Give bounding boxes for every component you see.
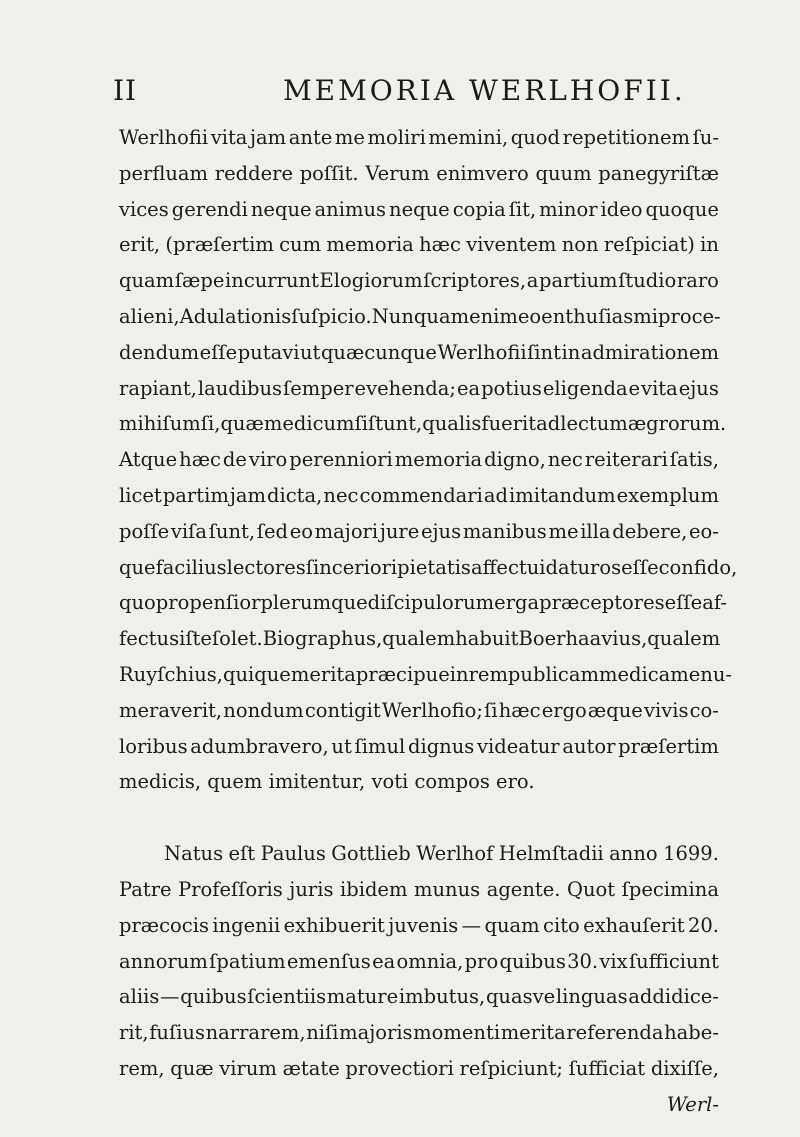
text-line: quo propenſior plerumque diſcipulorum erga præceptores eſſe af- [119, 591, 727, 615]
text-line: que facilius lectores ſinceriori pietatis affectui daturos eſſe confido, [119, 555, 738, 579]
text-line: Natus eſt Paulus Gottlieb Werlhof Helmſtadii anno 1699. [164, 842, 719, 866]
text-line: annorum ſpatium emenſus ea omnia, pro quibus 30. vix ſufficiunt [119, 949, 719, 973]
text-line: perfluam reddere poſſit. Verum enimvero quum panegyriſtæ [119, 161, 719, 185]
catchword: Werl- [666, 1092, 719, 1116]
text-line: vices gerendi neque animus neque copia ſit, minor ideo quoque [119, 197, 719, 221]
page-header [113, 74, 773, 114]
text-line: rem, quæ virum ætate provectiori reſpiciunt; ſufficiat dixiſſe, [119, 1056, 719, 1080]
text-line: quam ſæpe incurrunt Elogiorum ſcriptores, a partium ſtudio raro [119, 269, 719, 293]
text-line: erit, (præſertim cum memoria hæc viventem non reſpiciat) in [119, 233, 719, 257]
body-text [119, 120, 738, 1123]
text-line: Patre Profeſſoris juris ibidem munus agente. Quot ſpecimina [119, 877, 719, 901]
text-line: rit, fuſius narrarem, niſi majoris momenti merita referenda habe- [119, 1021, 719, 1045]
text-line: fectus iſte ſolet. Biographus, qualem habuit Boerhaavius, qualem [119, 627, 721, 651]
text-line: Ruyſchius, quique merita præcipue in rempublicam medicam enu- [119, 662, 733, 686]
text-line: dendum eſſe putavi ut quæcunque Werlhofii ſint in admirationem [119, 340, 719, 364]
text-line: licet partim jam dicta, nec commendari ad imitandum exemplum [119, 483, 719, 507]
text-line: meraverit, nondum contigit Werlhofio; ſi hæc ergo æque vivis co- [119, 698, 719, 722]
text-line: præcocis ingenii exhibuerit juvenis — quam cito exhauſerit 20. [119, 913, 719, 937]
running-head: MEMORIA WERLHOFII. [283, 74, 686, 107]
text-line: Werlhofii vita jam ante me moliri memini, quod repetitionem ſu- [119, 126, 719, 149]
text-line: loribus adumbravero, ut ſimul dignus videatur autor præſertim [119, 734, 719, 758]
text-line: mihi ſumſi, quæ medicum ſiſtunt, qualis fuerit ad lectum ægrorum. [119, 412, 727, 436]
text-line: poſſe viſa ſunt, ſed eo majori jure ejus manibus me illa debere, eo- [119, 519, 719, 543]
page-number: II [113, 74, 138, 107]
text-line: aliis — quibus ſcientiis mature imbutus, quasve linguas addidice- [119, 985, 719, 1009]
text-line: alieni, Adulationis ſuſpicio. Nunquam enim eo enthuſiasmi proce- [119, 304, 721, 328]
text-line: medicis, quem imitentur, voti compos ero. [119, 770, 535, 794]
text-line: Atque hæc de viro perenniori memoria digno, nec reiterari ſatis, [119, 448, 719, 472]
text-line: rapiant, laudibus ſemper evehenda; ea potius eligenda e vita ejus [119, 376, 719, 400]
